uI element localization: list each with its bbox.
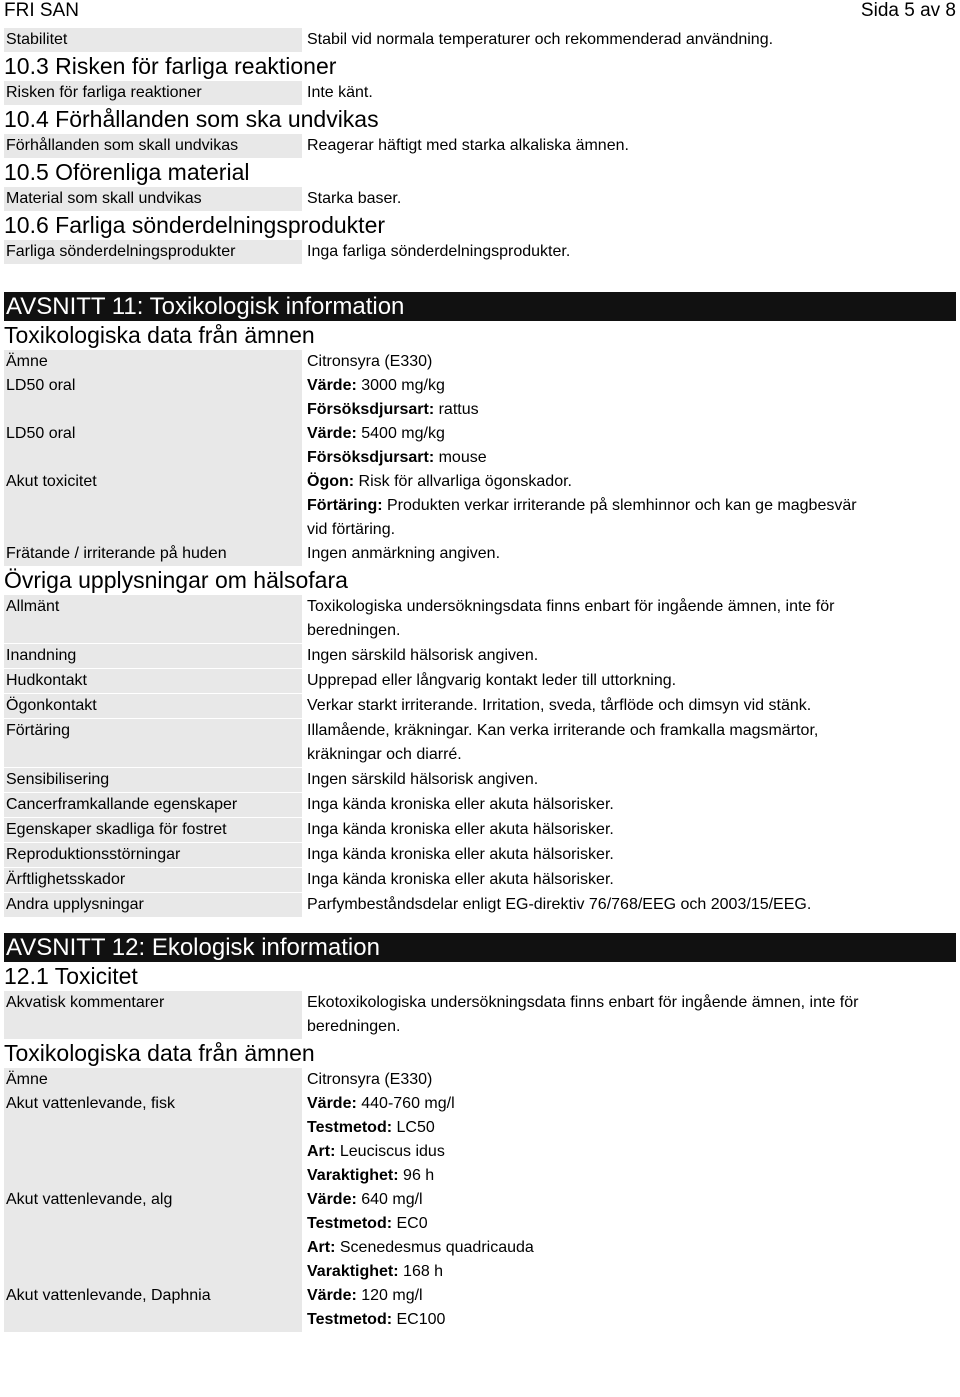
cancer-row	[4, 793, 956, 817]
row-value: Ingen anmärkning angiven.	[307, 545, 501, 562]
row-label: Ämne	[4, 1068, 302, 1092]
amne-row	[4, 1068, 956, 1092]
row-value: Citronsyra (E330)	[307, 353, 433, 370]
field-key: Testmetod:	[307, 1215, 393, 1232]
row-label: Akut toxicitet	[4, 470, 302, 542]
material-row	[4, 187, 956, 211]
row-value: Verkar starkt irriterande. Irritation, sveda, tårflöde och dimsyn vid stänk.	[307, 697, 812, 714]
row-label: Reproduktionsstörningar	[4, 843, 302, 867]
halsofara-heading: Övriga upplysningar om hälsofara	[4, 567, 348, 593]
field-value: 640 mg/l	[356, 1191, 423, 1208]
field-value: 440-760 mg/l	[356, 1095, 455, 1112]
fostret-row	[4, 818, 956, 842]
eko-tox-data-heading: Toxikologiska data från ämnen	[4, 1040, 315, 1066]
row-label: Akut vattenlevande, Daphnia	[4, 1284, 302, 1332]
field-value: Leuciscus idus	[335, 1143, 445, 1160]
company-name: FRI SAN	[4, 0, 79, 21]
row-value: Stabil vid normala temperaturer och rekommenderad användning.	[307, 31, 774, 48]
field-key: Försöksdjursart:	[307, 401, 435, 418]
field-value: Produkten verkar irriterande på slemhinnor och kan ge magbesvär	[382, 497, 857, 514]
field-value: Risk för allvarliga ögonskador.	[354, 473, 572, 490]
field-value: rattus	[434, 401, 479, 418]
row-value: Inga kända kroniska eller akuta hälsorisker.	[307, 821, 614, 838]
field-key: Art:	[307, 1239, 336, 1256]
field-value: Ekotoxikologiska undersökningsdata finns enbart för ingående ämnen, inte för	[307, 994, 859, 1011]
row-value: Ingen särskild hälsorisk angiven.	[307, 771, 539, 788]
field-key: Testmetod:	[307, 1119, 393, 1136]
sonderdelning-row	[4, 240, 956, 264]
amne-row	[4, 350, 956, 374]
heading-10-5: 10.5 Oförenliga material	[4, 159, 250, 185]
field-key: Ögon:	[307, 473, 355, 490]
heading-12-1: 12.1 Toxicitet	[4, 963, 138, 989]
section-12-title: AVSNITT 12: Ekologisk information	[4, 933, 956, 962]
row-value: Inga farliga sönderdelningsprodukter.	[307, 243, 571, 260]
field-value: 120 mg/l	[356, 1287, 423, 1304]
field-value: 5400 mg/kg	[356, 425, 445, 442]
field-value: EC100	[392, 1311, 446, 1328]
row-label: Förtäring	[4, 719, 302, 767]
field-key: Värde:	[307, 425, 357, 442]
heading-10-3: 10.3 Risken för farliga reaktioner	[4, 53, 337, 79]
tox-data-heading: Toxikologiska data från ämnen	[4, 322, 315, 348]
field-value: vid förtäring.	[307, 521, 396, 538]
row-value	[307, 719, 956, 767]
alg-row	[4, 1188, 956, 1284]
row-label: Akut vattenlevande, fisk	[4, 1092, 302, 1188]
field-value: 96 h	[398, 1167, 435, 1184]
row-value	[307, 374, 956, 422]
field-value: beredningen.	[307, 622, 401, 639]
field-key: Varaktighet:	[307, 1167, 399, 1184]
row-value: Reagerar häftigt med starka alkaliska ämnen.	[307, 137, 629, 154]
allmant-row	[4, 595, 956, 643]
field-key: Värde:	[307, 377, 357, 394]
field-key: Värde:	[307, 1095, 357, 1112]
row-value: Inga kända kroniska eller akuta hälsorisker.	[307, 846, 614, 863]
field-value: Illamående, kräkningar. Kan verka irriterande och framkalla magsmärtor,	[307, 722, 819, 739]
arftlighet-row	[4, 868, 956, 892]
row-value: Parfymbeståndsdelar enligt EG-direktiv 76/768/EEG och 2003/15/EEG.	[307, 896, 812, 913]
row-label: Allmänt	[4, 595, 302, 643]
akut-toxicitet-row	[4, 470, 956, 542]
row-value: Citronsyra (E330)	[307, 1071, 433, 1088]
ld50-oral-row	[4, 374, 956, 422]
field-key: Art:	[307, 1143, 336, 1160]
field-key: Varaktighet:	[307, 1263, 399, 1280]
reproduktion-row	[4, 843, 956, 867]
document-body	[0, 28, 960, 1332]
fortaring-row	[4, 719, 956, 767]
page-header	[4, 0, 956, 22]
akvatisk-row	[4, 991, 956, 1039]
row-value	[307, 1188, 956, 1284]
page-number: Sida 5 av 8	[860, 0, 956, 21]
row-label: Frätande / irriterande på huden	[4, 542, 302, 566]
row-value	[307, 1284, 956, 1332]
row-value	[307, 1092, 956, 1188]
field-value: EC0	[392, 1215, 428, 1232]
row-value: Inga kända kroniska eller akuta hälsorisker.	[307, 871, 614, 888]
row-label: Sensibilisering	[4, 768, 302, 792]
field-key: Värde:	[307, 1191, 357, 1208]
row-value	[307, 470, 956, 542]
row-value: Inte känt.	[307, 84, 373, 101]
ogonkontakt-row	[4, 694, 956, 718]
field-value: kräkningar och diarré.	[307, 746, 462, 763]
row-label: Akut vattenlevande, alg	[4, 1188, 302, 1284]
daphnia-row	[4, 1284, 956, 1332]
row-label: Risken för farliga reaktioner	[4, 81, 302, 105]
row-value: Inga kända kroniska eller akuta hälsorisker.	[307, 796, 614, 813]
inandning-row	[4, 644, 956, 668]
field-value: Toxikologiska undersökningsdata finns enbart för ingående ämnen, inte för	[307, 598, 835, 615]
row-label: Inandning	[4, 644, 302, 668]
row-label: Farliga sönderdelningsprodukter	[4, 240, 302, 264]
row-label: Cancerframkallande egenskaper	[4, 793, 302, 817]
section-11-title: AVSNITT 11: Toxikologisk information	[4, 292, 956, 321]
row-label: Ämne	[4, 350, 302, 374]
field-value: Scenedesmus quadricauda	[335, 1239, 534, 1256]
field-key: Testmetod:	[307, 1311, 393, 1328]
heading-10-4: 10.4 Förhållanden som ska undvikas	[4, 106, 379, 132]
andra-row	[4, 893, 956, 917]
fisk-row	[4, 1092, 956, 1188]
row-label: Ärftlighetsskador	[4, 868, 302, 892]
row-value	[307, 991, 956, 1039]
row-label: Andra upplysningar	[4, 893, 302, 917]
field-value: LC50	[392, 1119, 435, 1136]
row-value: Ingen särskild hälsorisk angiven.	[307, 647, 539, 664]
field-key: Förtäring:	[307, 497, 383, 514]
row-label: Förhållanden som skall undvikas	[4, 134, 302, 158]
field-value: mouse	[434, 449, 487, 466]
row-label: Egenskaper skadliga för fostret	[4, 818, 302, 842]
field-value: 168 h	[398, 1263, 444, 1280]
field-value: 3000 mg/kg	[356, 377, 445, 394]
fratande-row	[4, 542, 956, 566]
hudkontakt-row	[4, 669, 956, 693]
risk-row	[4, 81, 956, 105]
heading-10-6: 10.6 Farliga sönderdelningsprodukter	[4, 212, 386, 238]
forhallanden-row	[4, 134, 956, 158]
field-key: Försöksdjursart:	[307, 449, 435, 466]
sensibilisering-row	[4, 768, 956, 792]
row-label: Hudkontakt	[4, 669, 302, 693]
row-label: Ögonkontakt	[4, 694, 302, 718]
row-value	[307, 595, 956, 643]
row-label: Akvatisk kommentarer	[4, 991, 302, 1039]
row-label: LD50 oral	[4, 374, 302, 422]
row-value: Starka baser.	[307, 190, 402, 207]
field-value: beredningen.	[307, 1018, 401, 1035]
field-key: Värde:	[307, 1287, 357, 1304]
row-value: Upprepad eller långvarig kontakt leder till uttorkning.	[307, 672, 677, 689]
row-label: Material som skall undvikas	[4, 187, 302, 211]
row-label: Stabilitet	[4, 28, 302, 52]
ld50-oral-row	[4, 422, 956, 470]
row-label: LD50 oral	[4, 422, 302, 470]
stabilitet-row	[4, 28, 956, 52]
row-value	[307, 422, 956, 470]
